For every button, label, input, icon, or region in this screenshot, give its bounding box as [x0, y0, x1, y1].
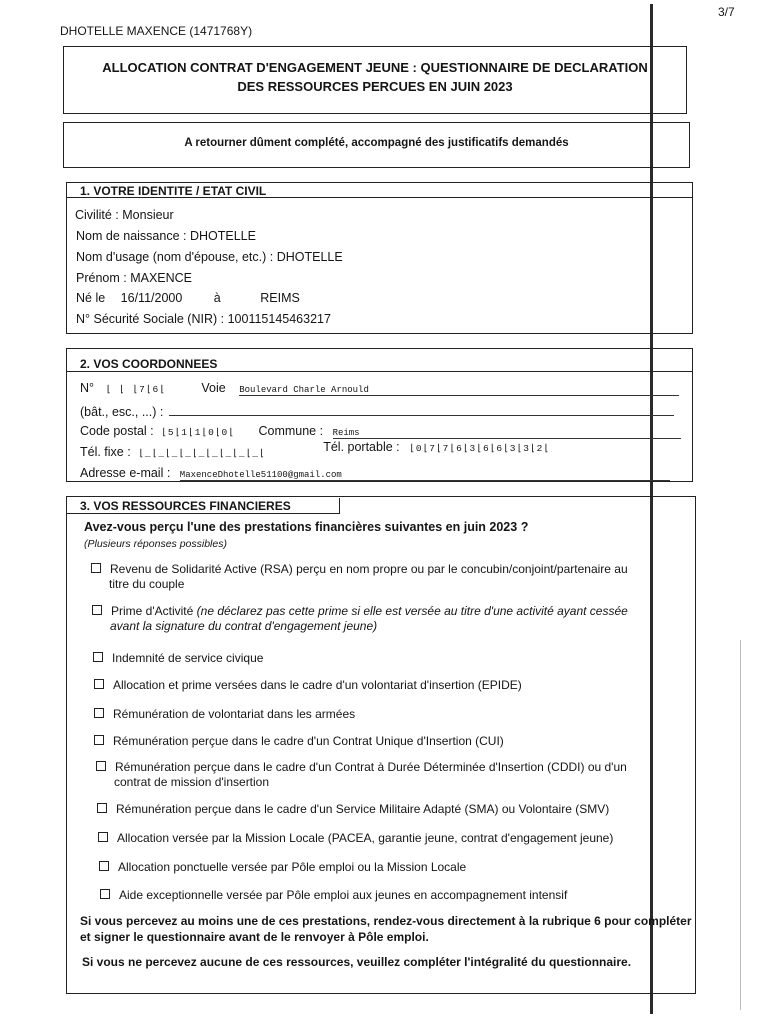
checkbox[interactable] [99, 861, 109, 871]
instruction-none: Si vous ne percevez aucune de ces ressources, veuillez compléter l'intégralité du questionnaire. [82, 955, 632, 969]
postal-label: Code postal : [80, 424, 154, 438]
option-note: (ne déclarez pas cette prime si elle est versée au titre d'une activité ayant cessée [193, 604, 628, 618]
option-label: Aide exceptionnelle versée par Pôle emploi aux jeunes en accompagnement intensif [119, 888, 568, 902]
option-label: Rémunération perçue dans le cadre d'un Contrat Unique d'Insertion (CUI) [113, 734, 504, 748]
title-line2: DES RESSOURCES PERCUES EN JUIN 2023 [237, 79, 513, 94]
option-cddi [96, 760, 696, 790]
option-label: Allocation ponctuelle versée par Pôle emploi ou la Mission Locale [118, 860, 467, 874]
civilite-label: Civilité : [75, 208, 119, 222]
option-label: Revenu de Solidarité Active (RSA) perçu en nom propre ou par le concubin/conjoint/partenaire au [110, 562, 628, 576]
postal-row [80, 424, 681, 439]
bat-label: (bât., esc., ...) : [80, 405, 164, 419]
option-armees [94, 707, 694, 722]
born-date[interactable]: 16/11/2000 [120, 291, 183, 305]
contact-heading: 2. VOS COORDONNEES [66, 356, 693, 372]
voie-label: Voie [201, 381, 226, 395]
checkbox[interactable] [91, 563, 101, 573]
fixed-value[interactable]: ⌊_⌊_⌊_⌊_⌊_⌊_⌊_⌊_⌊_⌊ [138, 448, 266, 459]
option-label-cont: titre du couple [109, 577, 185, 591]
number-value[interactable]: ⌊ ⌊ ⌊7⌊6⌊ [105, 384, 166, 395]
commune-value[interactable]: Reims [333, 428, 681, 439]
option-label: Rémunération perçue dans le cadre d'un Service Militaire Adapté (SMA) ou Volontaire (SMV) [116, 802, 610, 816]
resources-heading: 3. VOS RESSOURCES FINANCIERES [66, 498, 340, 514]
option-service-civique [93, 651, 693, 666]
nir-value[interactable]: 100115145463217 [227, 312, 331, 326]
civilite-value[interactable]: Monsieur [122, 208, 174, 222]
option-label: Allocation et prime versées dans le cadre d'un volontariat d'insertion (EPIDE) [113, 678, 522, 692]
return-note: A retourner dûment complété, accompagné des justificatifs demandés [63, 122, 690, 168]
option-label-cont: contrat de mission d'insertion [114, 775, 270, 789]
option-label: Prime d'Activité [111, 604, 194, 618]
checkbox[interactable] [100, 889, 110, 899]
option-cui [94, 734, 694, 749]
born-label: Né le [76, 291, 106, 305]
title-line1: ALLOCATION CONTRAT D'ENGAGEMENT JEUNE : QUESTIONNAIRE DE DECLARATION [102, 60, 648, 75]
checkbox[interactable] [97, 803, 107, 813]
option-label: Indemnité de service civique [112, 651, 264, 665]
fixed-label: Tél. fixe : [80, 445, 131, 459]
born-at: à [213, 291, 221, 305]
email-row [80, 466, 670, 481]
bat-row [80, 403, 674, 419]
usage-name-label: Nom d'usage (nom d'épouse, etc.) : [76, 250, 274, 264]
voie-value[interactable]: Boulevard Charle Arnould [239, 385, 679, 396]
first-name-label: Prénom : [76, 271, 127, 285]
checkbox[interactable] [92, 605, 102, 615]
option-note-cont: avant la signature du contrat d'engagement jeune) [110, 619, 378, 633]
option-label: Allocation versée par la Mission Locale (PACEA, garantie jeune, contrat d'engagement jeune) [117, 831, 614, 845]
first-name-row [76, 271, 192, 285]
option-allocation-ponctuelle [99, 860, 699, 875]
usage-name-value[interactable]: DHOTELLE [276, 250, 343, 264]
instruction-some: Si vous percevez au moins une de ces prestations, rendez-vous directement à la rubrique 6 pour compléter et signer le questionnaire avant de le renvoyer à Pôle emploi. [80, 914, 692, 944]
first-name-value[interactable]: MAXENCE [130, 271, 193, 285]
address-row [80, 381, 679, 396]
email-label: Adresse e-mail : [80, 466, 171, 480]
option-aide-exceptionnelle [100, 888, 700, 903]
resources-question-sub: (Plusieurs réponses possibles) [84, 538, 227, 550]
email-value[interactable]: MaxenceDhotelle51100@gmail.com [180, 470, 670, 481]
option-prime-activite [92, 604, 692, 634]
checkbox[interactable] [98, 832, 108, 842]
nir-label: N° Sécurité Sociale (NIR) : [76, 312, 225, 326]
mobile-value[interactable]: ⌊0⌊7⌊7⌊6⌊3⌊6⌊6⌊3⌊3⌊2⌊ [409, 443, 551, 454]
option-epide [94, 678, 694, 693]
resources-question: Avez-vous perçu l'une des prestations financières suivantes en juin 2023 ? [84, 520, 529, 534]
scan-line-faint [740, 640, 741, 1010]
born-city[interactable]: REIMS [260, 291, 300, 305]
usage-name-row [76, 250, 343, 264]
birth-row [76, 291, 300, 305]
checkbox[interactable] [94, 679, 104, 689]
option-mission-locale [98, 831, 698, 846]
birth-name-label: Nom de naissance : [76, 229, 187, 243]
nir-row [76, 312, 331, 326]
commune-label: Commune : [258, 424, 324, 438]
checkbox[interactable] [96, 761, 106, 771]
mobile-label: Tél. portable : [323, 440, 400, 454]
checkbox[interactable] [93, 652, 103, 662]
birth-name-value[interactable]: DHOTELLE [189, 229, 256, 243]
option-sma [97, 802, 697, 817]
bat-input[interactable] [169, 403, 674, 416]
form-title [63, 46, 687, 114]
phone-row [80, 440, 551, 459]
number-label: N° [80, 381, 95, 395]
option-label: Rémunération de volontariat dans les armées [113, 707, 356, 721]
header-name: DHOTELLE MAXENCE (1471768Y) [60, 24, 253, 38]
civilite-row [75, 208, 174, 222]
checkbox[interactable] [94, 735, 104, 745]
birth-name-row [76, 229, 256, 243]
option-label: Rémunération perçue dans le cadre d'un Contrat à Durée Déterminée d'Insertion (CDDI) ou d'un [115, 760, 627, 774]
page-number: 3/7 [718, 5, 735, 19]
checkbox[interactable] [94, 708, 104, 718]
identity-heading: 1. VOTRE IDENTITE / ETAT CIVIL [66, 182, 693, 198]
postal-value[interactable]: ⌊5⌊1⌊1⌊0⌊0⌊ [161, 427, 235, 438]
option-rsa [91, 562, 691, 592]
